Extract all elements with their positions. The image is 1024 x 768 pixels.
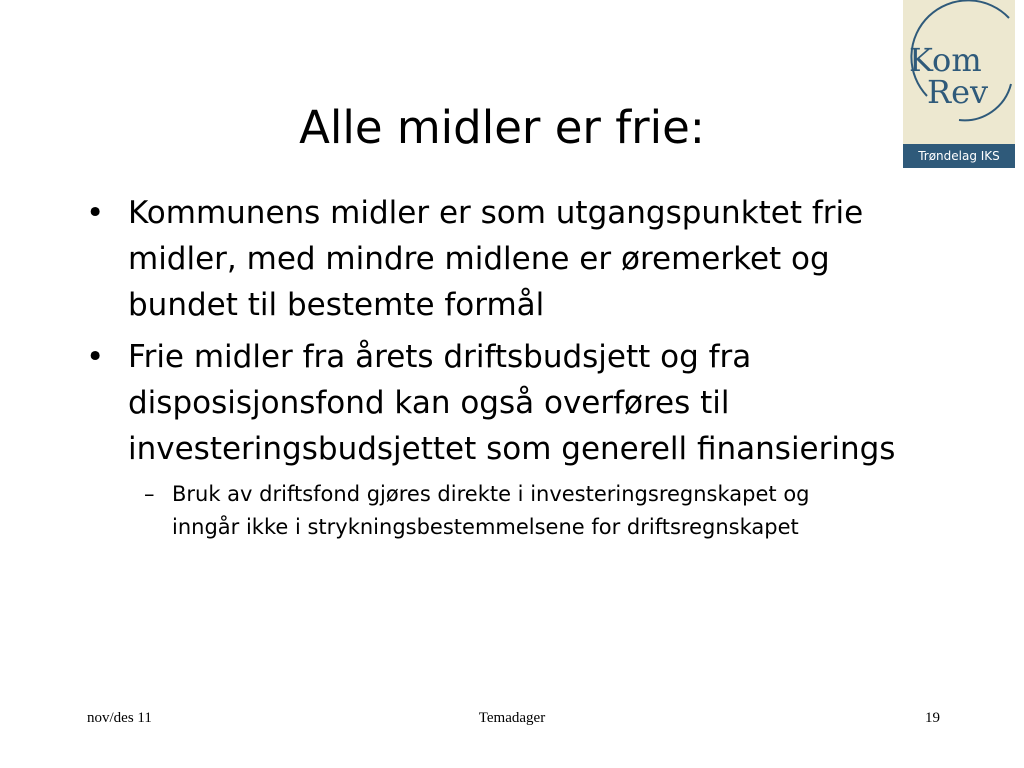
bullet-marker: • (86, 339, 105, 375)
logo-text-rev: Rev (927, 73, 989, 111)
logo-text-kom: Kom (909, 41, 982, 79)
bullet-text: Frie midler fra årets driftsbudsjett og fra disposisjonsfond kan også overføres til investeringsbudsjettet som generell finansierings (128, 339, 896, 467)
bullet-marker: • (86, 195, 105, 231)
bullet-item (86, 190, 946, 328)
logo-band: Trøndelag IKS (903, 144, 1015, 168)
sub-bullet-marker: – (144, 482, 155, 506)
sub-bullet-text: Bruk av driftsfond gjøres direkte i investeringsregnskapet og inngår ikke i strykningsbestemmelsene for driftsregnskapet (172, 482, 810, 539)
slide-body (86, 190, 946, 544)
bullet-item (86, 334, 946, 472)
slide-title: Alle midler er frie: (299, 101, 705, 155)
sub-bullet-item (144, 478, 872, 544)
footer-date: nov/des 11 (87, 710, 152, 726)
bullet-text: Kommunens midler er som utgangspunktet frie midler, med mindre midlene er øremerket og bundet til bestemte formål (128, 195, 864, 323)
page-number: 19 (925, 710, 940, 726)
footer-title: Temadager (478, 710, 546, 726)
